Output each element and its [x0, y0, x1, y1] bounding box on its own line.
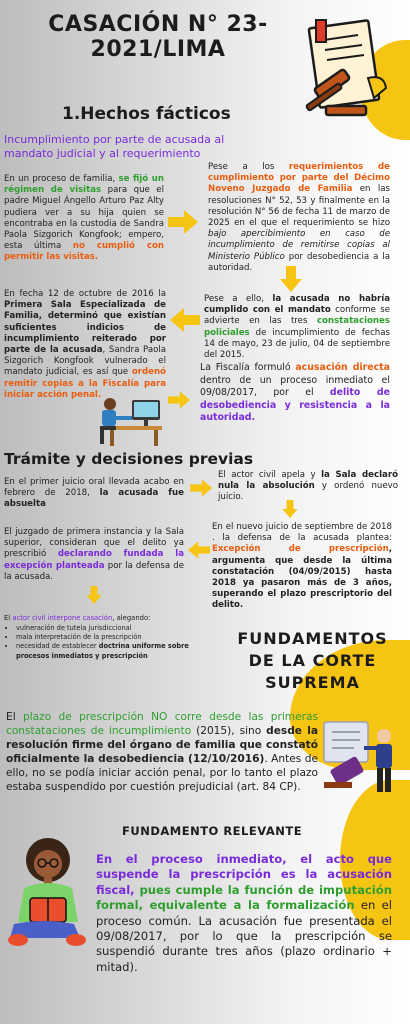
section-heading-fundamentos: FUNDAMENTOS DE LA CORTE SUPREMA [237, 629, 388, 692]
arrow-left-icon [170, 308, 200, 332]
hechos-subtitle: Incumplimiento por parte de acusada al mandato judicial y al requerimiento [4, 133, 225, 160]
arrow-right-icon-3 [190, 478, 212, 498]
casacion-reasons-list [4, 624, 204, 662]
tramite-paragraph-4: El juzgado de primera instancia y la Sala superior, consideran que el delito ya prescribió declarando fundada la excepción planteada por la defensa de la acusada. [4, 527, 184, 582]
arrow-left-icon-2 [188, 540, 210, 560]
reading-woman-illustration [4, 828, 94, 954]
tramite-paragraph-5: El actor civil interpone casación, alegando: • vulneración de tutela jurisdiccional • mala interpretación de la prescripción • necesidad de establecer doctrina uniforme sobre procesos inmediatos y prescripción [4, 614, 204, 661]
arrow-down-icon-2 [282, 500, 298, 518]
hechos-paragraph-3: Pese a ello, la acusada no habría cumplido con el mandato conforme se advierte en las tres constataciones policiales de incumplimiento de fechas 14 de mayo, 23 de julio, 04 de septiembre del 2015. [204, 294, 390, 361]
list-item: • mala interpretación de la prescripción [16, 633, 204, 642]
relevante-paragraph: En el proceso inmediato, el acto que suspende la prescripción es la acusación fiscal, pues cumple la función de imputación formal, equivalente a la formalización en el proceso común. La acusación fue presentada el 09/08/2017, por lo que la prescripción se suspendió durante tres años (plazo ordinario + mitad). [96, 852, 392, 974]
hechos-paragraph-4: En fecha 12 de octubre de 2016 la Primera Sala Especializada de Familia, determinó que existían suficientes indicios de incumplimiento reiterado por parte de la acusada, Sandra Paola Sizgorich Kongfook vulnerado el mandato judicial, es así que ordenó remitir copias a la Fiscalía para iniciar acción penal. [4, 289, 167, 400]
hechos-paragraph-5: La Fiscalía formuló acusación directa dentro de un proceso inmediato el 09/08/2017, por el delito de desobediencia y resistencia a la autoridad. [200, 362, 390, 424]
title-line-2: 2021/LIMA [90, 37, 226, 62]
arrow-down-icon [280, 266, 302, 292]
tramite-paragraph-1: En el primer juicio oral llevada acabo en febrero de 2018, la acusada fue absuelta [4, 477, 184, 510]
section-heading-tramite: Trámite y decisiones previas [4, 450, 254, 468]
page-title [8, 12, 308, 62]
tramite-paragraph-2: El actor civil apela y la Sala declaró nula la absolución y ordenó nuevo juicio. [218, 470, 398, 503]
office-worker-illustration [92, 394, 164, 448]
list-item: • vulneración de tutela jurisdiccional [16, 624, 204, 633]
section-heading-relevante: FUNDAMENTO RELEVANTE [122, 824, 303, 838]
hechos-paragraph-2: Pese a los requerimientos de cumplimiento por parte del Décimo Noveno Juzgado de Familia en las resoluciones N° 52, 53 y finalmente en la resolución N° 56 de fecha 11 de marzo de 2025 en el que el requerimiento se hizo bajo apercibimiento en caso de incumplimiento de remitirse copias al Ministerio Público por desobediencia a la autoridad. [208, 162, 390, 273]
arrow-right-icon [168, 210, 198, 234]
document-gavel-icon [296, 18, 402, 118]
hechos-paragraph-1: En un proceso de familia, se fijó un régimen de visitas para que el padre Miguel Ángello Arturo Paz Alty pudiera ver a su hija quien se encontraba en la custodia de Sandra Paola Sizgorich Kongfook; empero, esta última no cumplió con permitir las visitas. [4, 174, 164, 263]
title-line-1: CASACIÓN N° 23- [48, 12, 268, 37]
section-heading-hechos: 1.Hechos fácticos [62, 104, 231, 124]
judge-gavel-illustration [320, 718, 406, 798]
arrow-down-icon-3 [86, 586, 102, 604]
arrow-right-icon-2 [168, 390, 190, 410]
list-item: • necesidad de establecer doctrina uniforme sobre procesos inmediatos y prescripción [16, 642, 204, 661]
fundamentos-paragraph: El plazo de prescripción NO corre desde las primeras constataciones de incumplimiento (2015), sino desde la resolución firme del órgano de familia que constató oficialmente la desobediencia (12/10/2016). Antes de ello, no se podía iniciar acción penal, por lo tanto el plazo estaba suspendido por cuestión prejudicial (art. 84 CP). [6, 711, 318, 793]
tramite-paragraph-3: En el nuevo juicio de septiembre de 2018 . la defensa de la acusada plantea: Excepción de prescripción, argumenta que desde la última constatación (04/09/2015) hasta 2018 ya pasaron más de 3 años, superando el plazo prescriptorio del delito. [212, 522, 392, 611]
